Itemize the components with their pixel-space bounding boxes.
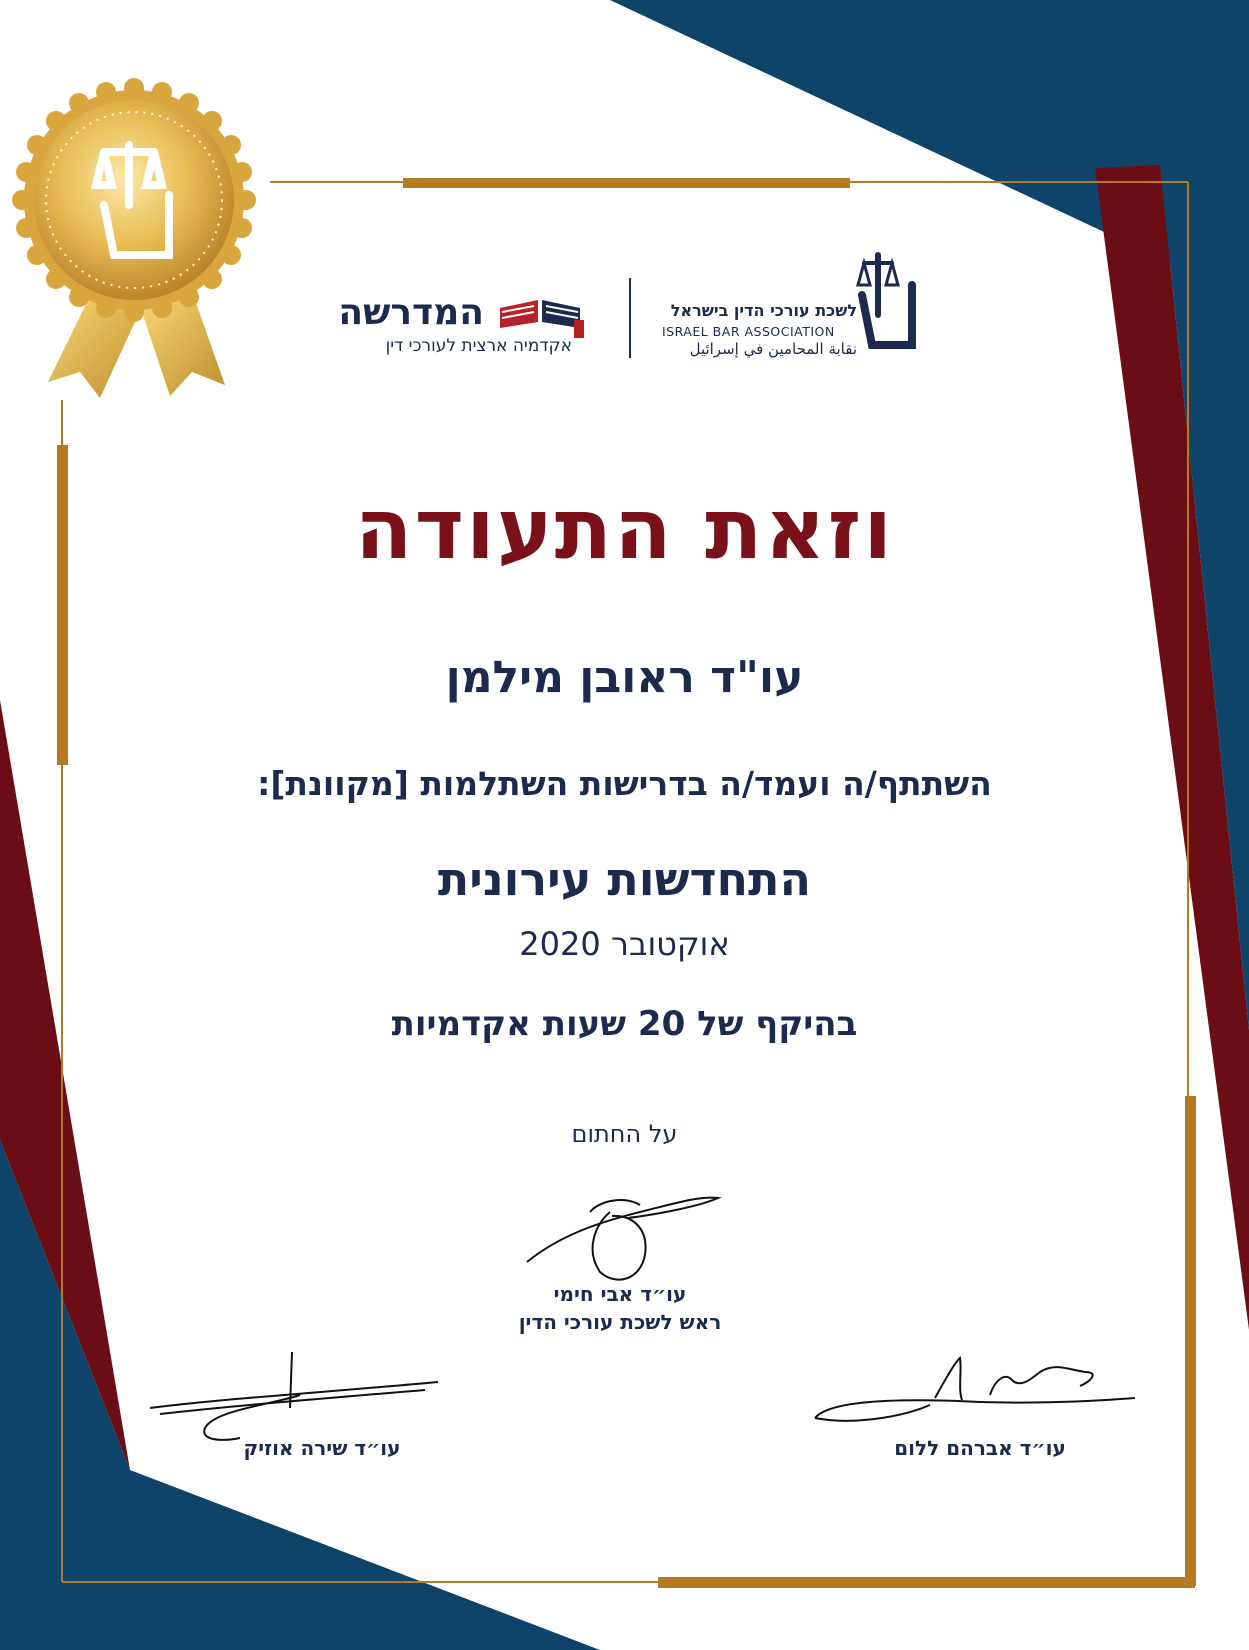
signature-left-scribble [150,1352,438,1440]
frame-accent-right [1185,1096,1196,1586]
midrasha-name: המדרשה [338,292,484,333]
participation-line: השתתף/ה ועמד/ה בדרישות השתלמות [מקוונת]: [257,764,992,803]
bar-association-hebrew: לשכת עורכי הדין בישראל [670,301,857,320]
gold-seal [12,78,256,322]
midrasha-subtitle: אקדמיה ארצית לעורכי דין [385,336,572,356]
bar-association-logo-mark [858,255,912,345]
signed-label: על החתום [571,1120,678,1148]
signatory-right-name: עו״ד אברהם ללום [894,1436,1066,1460]
recipient-name: עו"ד ראובן מילמן [445,652,804,703]
signature-center-scribble [527,1198,718,1280]
course-date: אוקטובר 2020 [519,925,730,963]
bar-association-arabic: نقابة المحامين في إسرائيل [689,340,857,358]
signatory-center-role: ראש לשכת עורכי הדין [518,1310,722,1334]
signature-right-scribble [815,1358,1135,1421]
midrasha-book-logo [500,300,584,338]
bar-association-english: ISRAEL BAR ASSOCIATION [662,324,835,339]
seal-ribbon-right [138,300,225,396]
frame-accent-bottom [658,1577,1195,1588]
signatory-center-name: עו״ד אבי חימי [553,1282,687,1306]
certificate-title: וזאת התעודה [354,480,895,578]
course-name: התחדשות עירונית [437,852,812,906]
frame-accent-top [403,178,850,188]
signatory-left-name: עו״ד שירה אוזיק [243,1436,401,1460]
course-hours: בהיקף של 20 שעות אקדמיות [391,1004,858,1044]
